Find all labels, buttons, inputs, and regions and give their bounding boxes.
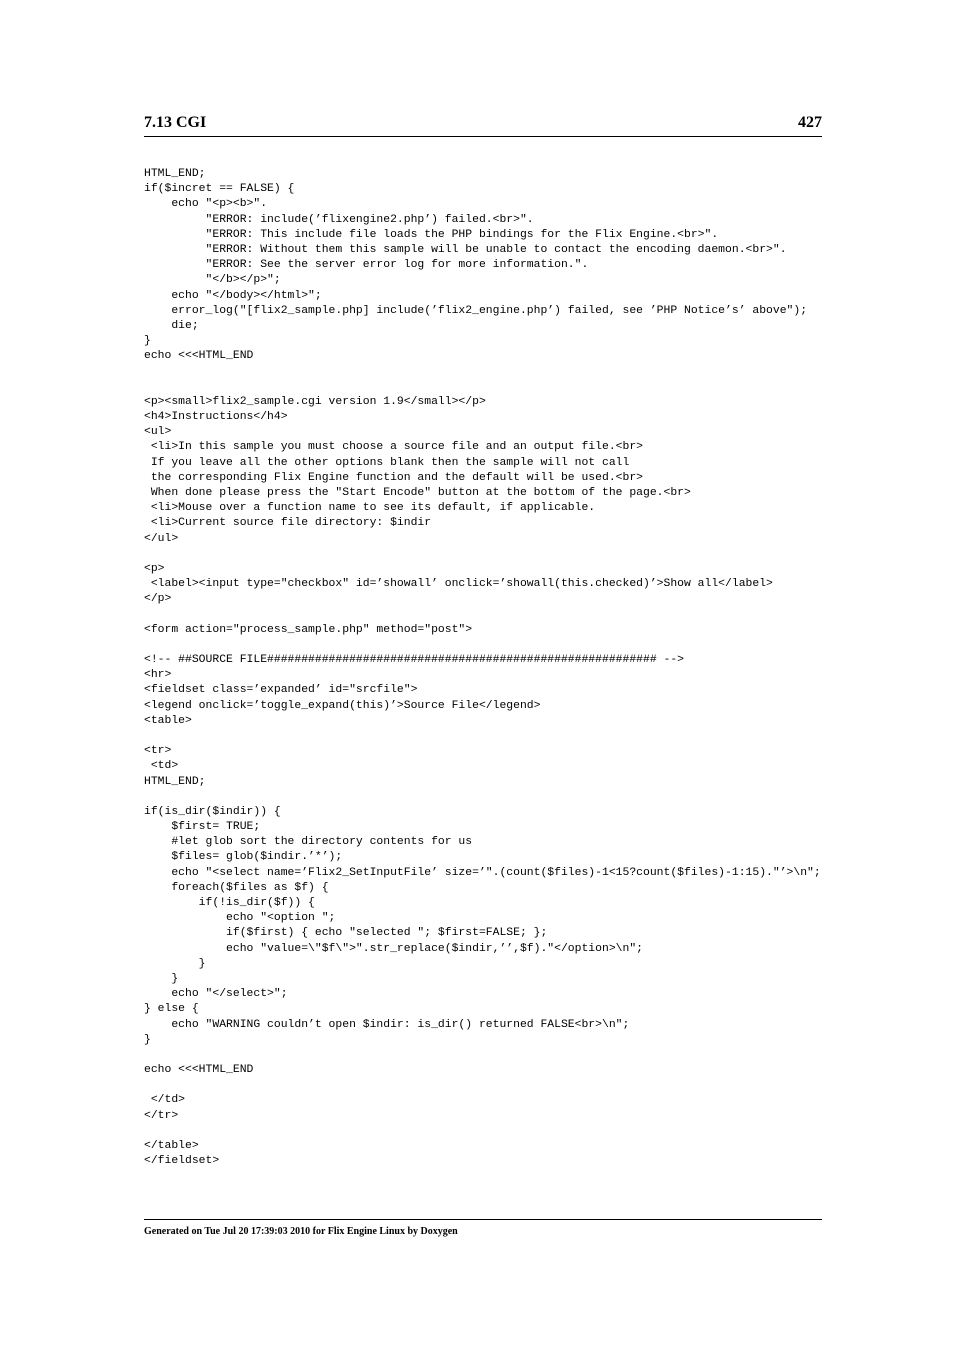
code-line: $first= TRUE; (144, 821, 261, 834)
code-line: echo <<<HTML_END (144, 1064, 254, 1077)
footer-text: Generated on Tue Jul 20 17:39:03 2010 for Flix Engine Linux by Doxygen (144, 1226, 458, 1237)
code-line (144, 790, 821, 805)
code-line: <label><input type="checkbox" id=’showall’ onclick=’showall(this.checked)’>Show all</label> (144, 578, 773, 591)
code-line: <table> (144, 714, 192, 727)
code-line: echo "<select name=’Flix2_SetInputFile’ size=’".(count($files)-1<15?count($files)-1:15)."’>\n"; (144, 866, 821, 879)
code-line: <form action="process_sample.php" method="post"> (144, 623, 473, 636)
code-line: </td> (144, 1094, 186, 1107)
code-line (144, 638, 821, 653)
code-line: #let glob sort the directory contents for us (144, 836, 473, 849)
code-line: HTML_END; (144, 775, 206, 788)
code-line: "ERROR: Without them this sample will be unable to contact the encoding daemon.<br>". (144, 243, 787, 256)
code-line (144, 1048, 821, 1063)
code-line: echo "<option "; (144, 912, 336, 925)
code-line (144, 607, 821, 622)
code-line: if(is_dir($indir)) { (144, 805, 281, 818)
code-line: if($incret == FALSE) { (144, 183, 295, 196)
code-line (144, 1078, 821, 1093)
section-title: 7.13 CGI (144, 114, 207, 131)
code-line: When done please press the "Start Encode" button at the bottom of the page.<br> (144, 486, 691, 499)
page-footer (144, 1219, 822, 1237)
code-line: <p> (144, 562, 165, 575)
code-line: <legend onclick=’toggle_expand(this)’>Source File</legend> (144, 699, 541, 712)
code-line: foreach($files as $f) { (144, 881, 329, 894)
code-line: <tr> (144, 745, 172, 758)
page-header (144, 112, 822, 137)
code-line: "ERROR: See the server error log for more information.". (144, 259, 589, 272)
page-number: 427 (798, 114, 822, 131)
code-line: } (144, 957, 206, 970)
code-line: </table> (144, 1140, 199, 1152)
code-line: echo "value=\"$f\">".str_replace($indir,’’,$f)."</option>\n"; (144, 942, 643, 955)
code-line: </fieldset> (144, 1155, 220, 1168)
code-line: <ul> (144, 426, 172, 439)
code-line: If you leave all the other options blank then the sample will not call (144, 456, 630, 469)
code-line: if($first) { echo "selected "; $first=FALSE; }; (144, 927, 548, 940)
code-line (144, 729, 821, 744)
code-line: } (144, 1033, 151, 1046)
code-line: "ERROR: This include file loads the PHP bindings for the Flix Engine.<br>". (144, 228, 719, 241)
code-line: echo "WARNING couldn’t open $indir: is_dir() returned FALSE<br>\n"; (144, 1018, 630, 1031)
code-line: </p> (144, 593, 172, 606)
code-line: if(!is_dir($f)) { (144, 897, 315, 909)
code-line: <li>Mouse over a function name to see its default, if applicable. (144, 502, 596, 515)
code-line: "</b></p>"; (144, 274, 281, 287)
code-line: echo "</select>"; (144, 988, 288, 1001)
code-line: <!-- ##SOURCE FILE######################################################### --> (144, 654, 685, 666)
code-line: </ul> (144, 532, 179, 545)
code-line: <h4>Instructions</h4> (144, 411, 288, 423)
code-line: <p><small>flix2_sample.cgi version 1.9</small></p> (144, 395, 486, 408)
code-line: } else { (144, 1003, 199, 1016)
code-line: die; (144, 319, 199, 332)
code-line: the corresponding Flix Engine function and the default will be used.<br> (144, 471, 643, 484)
code-line: <li>Current source file directory: $indir (144, 517, 432, 530)
code-line: <li>In this sample you must choose a source file and an output file.<br> (144, 441, 643, 454)
code-line (144, 380, 821, 395)
code-line (144, 547, 821, 562)
code-line: echo "<p><b>". (144, 198, 268, 211)
code-line: <td> (144, 760, 179, 773)
code-line (144, 364, 821, 379)
code-line: } (144, 972, 179, 985)
code-line: </tr> (144, 1109, 179, 1122)
code-line: HTML_END; (144, 168, 206, 180)
code-line: } (144, 335, 151, 348)
code-line: error_log("[flix2_sample.php] include(’flix2_engine.php’) failed, see ’PHP Notice’s’ above"); (144, 304, 808, 317)
code-line: echo "</body></html>"; (144, 289, 322, 302)
code-listing (144, 167, 821, 1169)
code-line: $files= glob($indir.’*’); (144, 851, 343, 864)
code-line: echo <<<HTML_END (144, 350, 254, 363)
code-line (144, 1124, 821, 1139)
code-line: <hr> (144, 669, 172, 682)
code-line: <fieldset class=’expanded’ id="srcfile"> (144, 684, 418, 697)
code-line: "ERROR: include(’flixengine2.php’) failed.<br>". (144, 213, 534, 226)
